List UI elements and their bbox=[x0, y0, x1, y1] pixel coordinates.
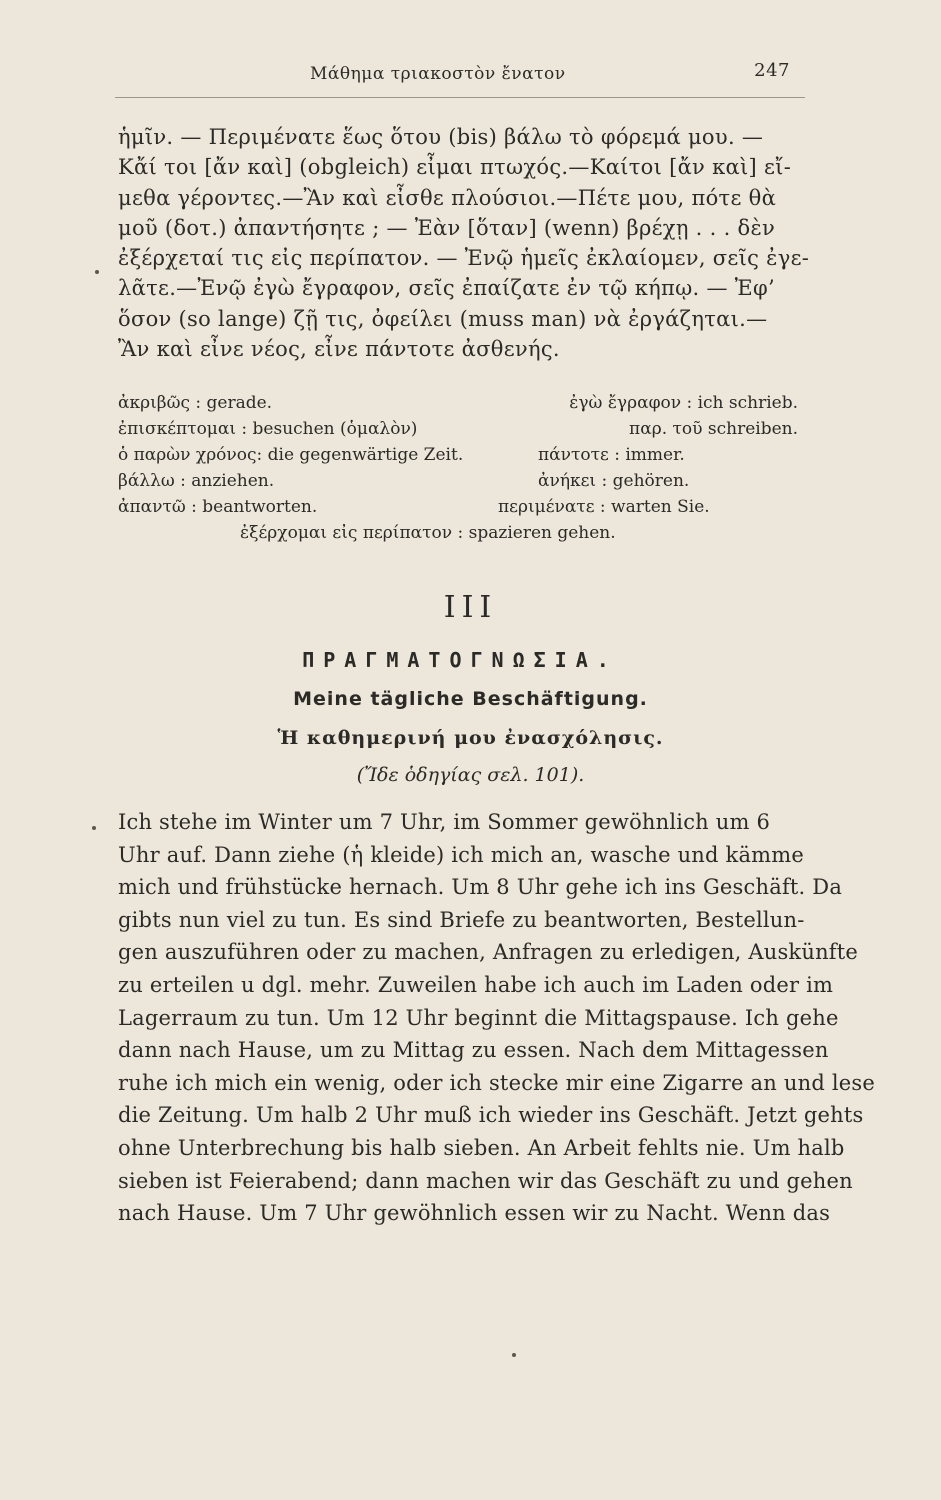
text-line: nach Hause. Um 7 Uhr gewöhnlich essen wir zu Nacht. Wenn das bbox=[118, 1201, 831, 1226]
greek-sentences bbox=[118, 122, 810, 364]
german-passage bbox=[118, 806, 875, 1230]
vocab-row bbox=[118, 523, 808, 549]
vocabulary-list bbox=[118, 393, 808, 549]
chapter-title: Μάθημα τριακοστὸν ἔνατον bbox=[310, 64, 566, 84]
vocab-row bbox=[118, 419, 808, 445]
ink-speck bbox=[512, 1353, 516, 1357]
ink-speck bbox=[95, 270, 99, 274]
vocab-entry: ἀκριβῶς : gerade. bbox=[118, 393, 273, 413]
vocab-row bbox=[118, 445, 808, 471]
vocab-entry: βάλλω : anziehen. bbox=[118, 471, 275, 491]
vocab-entry: πάντοτε : immer. bbox=[538, 445, 685, 465]
text-line: ruhe ich mich ein wenig, oder ich stecke mir eine Zigarre an und lese bbox=[118, 1070, 875, 1095]
text-line: ohne Unterbrechung bis halb sieben. An Arbeit fehlts nie. Um halb bbox=[118, 1135, 845, 1160]
vocab-entry: ἀπαντῶ : beantworten. bbox=[118, 497, 318, 517]
text-line: Κἄί τοι [ἄν καὶ] (obgleich) εἶμαι πτωχός.—Καίτοι [ἄν καὶ] εἴ- bbox=[118, 155, 792, 180]
section-subtitle-german: Meine tägliche Beschäftigung. bbox=[293, 688, 648, 710]
text-line: Uhr auf. Dann ziehe (ἡ kleide) ich mich an, wasche und kämme bbox=[118, 842, 805, 867]
text-line: ἐξέρχεταί τις εἰς περίπατον. — Ἐνῷ ἡμεῖς ἐκλαίομεν, σεῖς ἐγε- bbox=[118, 246, 810, 271]
text-line: Ich stehe im Winter um 7 Uhr, im Sommer gewöhnlich um 6 bbox=[118, 810, 771, 834]
vocab-row bbox=[118, 393, 808, 419]
vocab-row bbox=[118, 471, 808, 497]
text-line: Lagerraum zu tun. Um 12 Uhr beginnt die Mittagspause. Ich gehe bbox=[118, 1005, 839, 1030]
text-line: gen auszuführen oder zu machen, Anfragen zu erledigen, Auskünfte bbox=[118, 940, 859, 965]
page-number: 247 bbox=[754, 60, 790, 81]
text-line: μοῦ (δοτ.) ἀπαντήσητε ; — Ἐὰν [ὅταν] (wenn) βρέχῃ . . . δὲν bbox=[118, 215, 776, 240]
text-line: Ἂν καὶ εἶνε νέος, εἶνε πάντοτε ἀσθενής. bbox=[118, 337, 560, 362]
text-line: zu erteilen u dgl. mehr. Zuweilen habe ich auch im Laden oder im bbox=[118, 972, 834, 997]
vocab-entry: παρ. τοῦ schreiben. bbox=[629, 419, 798, 439]
header-rule bbox=[115, 97, 805, 98]
vocab-entry: ὁ παρὼν χρόνος: die gegenwärtige Zeit. bbox=[118, 445, 464, 465]
section-subtitle-greek: Ἡ καθημερινή μου ἐνασχόλησις. bbox=[277, 727, 664, 749]
text-line: sieben ist Feierabend; dann machen wir das Geschäft zu und gehen bbox=[118, 1168, 853, 1193]
text-line: μεθα γέροντες.—Ἂν καὶ εἶσθε πλούσιοι.—Πέτε μου, πότε θὰ bbox=[118, 185, 777, 210]
vocab-row bbox=[118, 497, 808, 523]
ink-speck bbox=[92, 826, 96, 830]
vocab-entry: ἐπισκέπτομαι : besuchen (ὁμαλὸν) bbox=[118, 419, 418, 439]
section-number: III bbox=[443, 590, 498, 625]
text-line: mich und frühstücke hernach. Um 8 Uhr gehe ich ins Geschäft. Da bbox=[118, 875, 843, 900]
section-title: ΠΡΑΓΜΑΤΟΓΝΩΣΙΑ. bbox=[302, 648, 618, 672]
text-line: ὅσον (so lange) ζῇ τις, ὀφείλει (muss man) νὰ ἐργάζηται.— bbox=[118, 306, 768, 331]
vocab-entry: ἐξέρχομαι εἰς περίπατον : spazieren gehen. bbox=[240, 523, 616, 543]
text-line: gibts nun viel zu tun. Es sind Briefe zu beantworten, Bestellun- bbox=[118, 907, 805, 932]
text-line: dann nach Hause, um zu Mittag zu essen. Nach dem Mittagessen bbox=[118, 1038, 829, 1063]
vocab-entry: ἐγὼ ἔγραφον : ich schrieb. bbox=[569, 393, 798, 413]
running-head bbox=[110, 58, 800, 88]
section-reference: (Ἴδε ὁδηγίας σελ. 101). bbox=[356, 764, 585, 786]
vocab-entry: περιμένατε : warten Sie. bbox=[498, 497, 710, 517]
text-line: ἡμῖν. — Περιμένατε ἕως ὅτου (bis) βάλω τὸ φόρεμά μου. — bbox=[118, 125, 764, 149]
text-line: die Zeitung. Um halb 2 Uhr muß ich wieder ins Geschäft. Jetzt gehts bbox=[118, 1103, 864, 1128]
vocab-entry: ἀνήκει : gehören. bbox=[538, 471, 690, 491]
text-line: λᾶτε.—Ἐνῷ ἐγὼ ἔγραφον, σεῖς ἐπαίζατε ἐν τῷ κήπῳ. — Ἐφ’ bbox=[118, 276, 775, 301]
